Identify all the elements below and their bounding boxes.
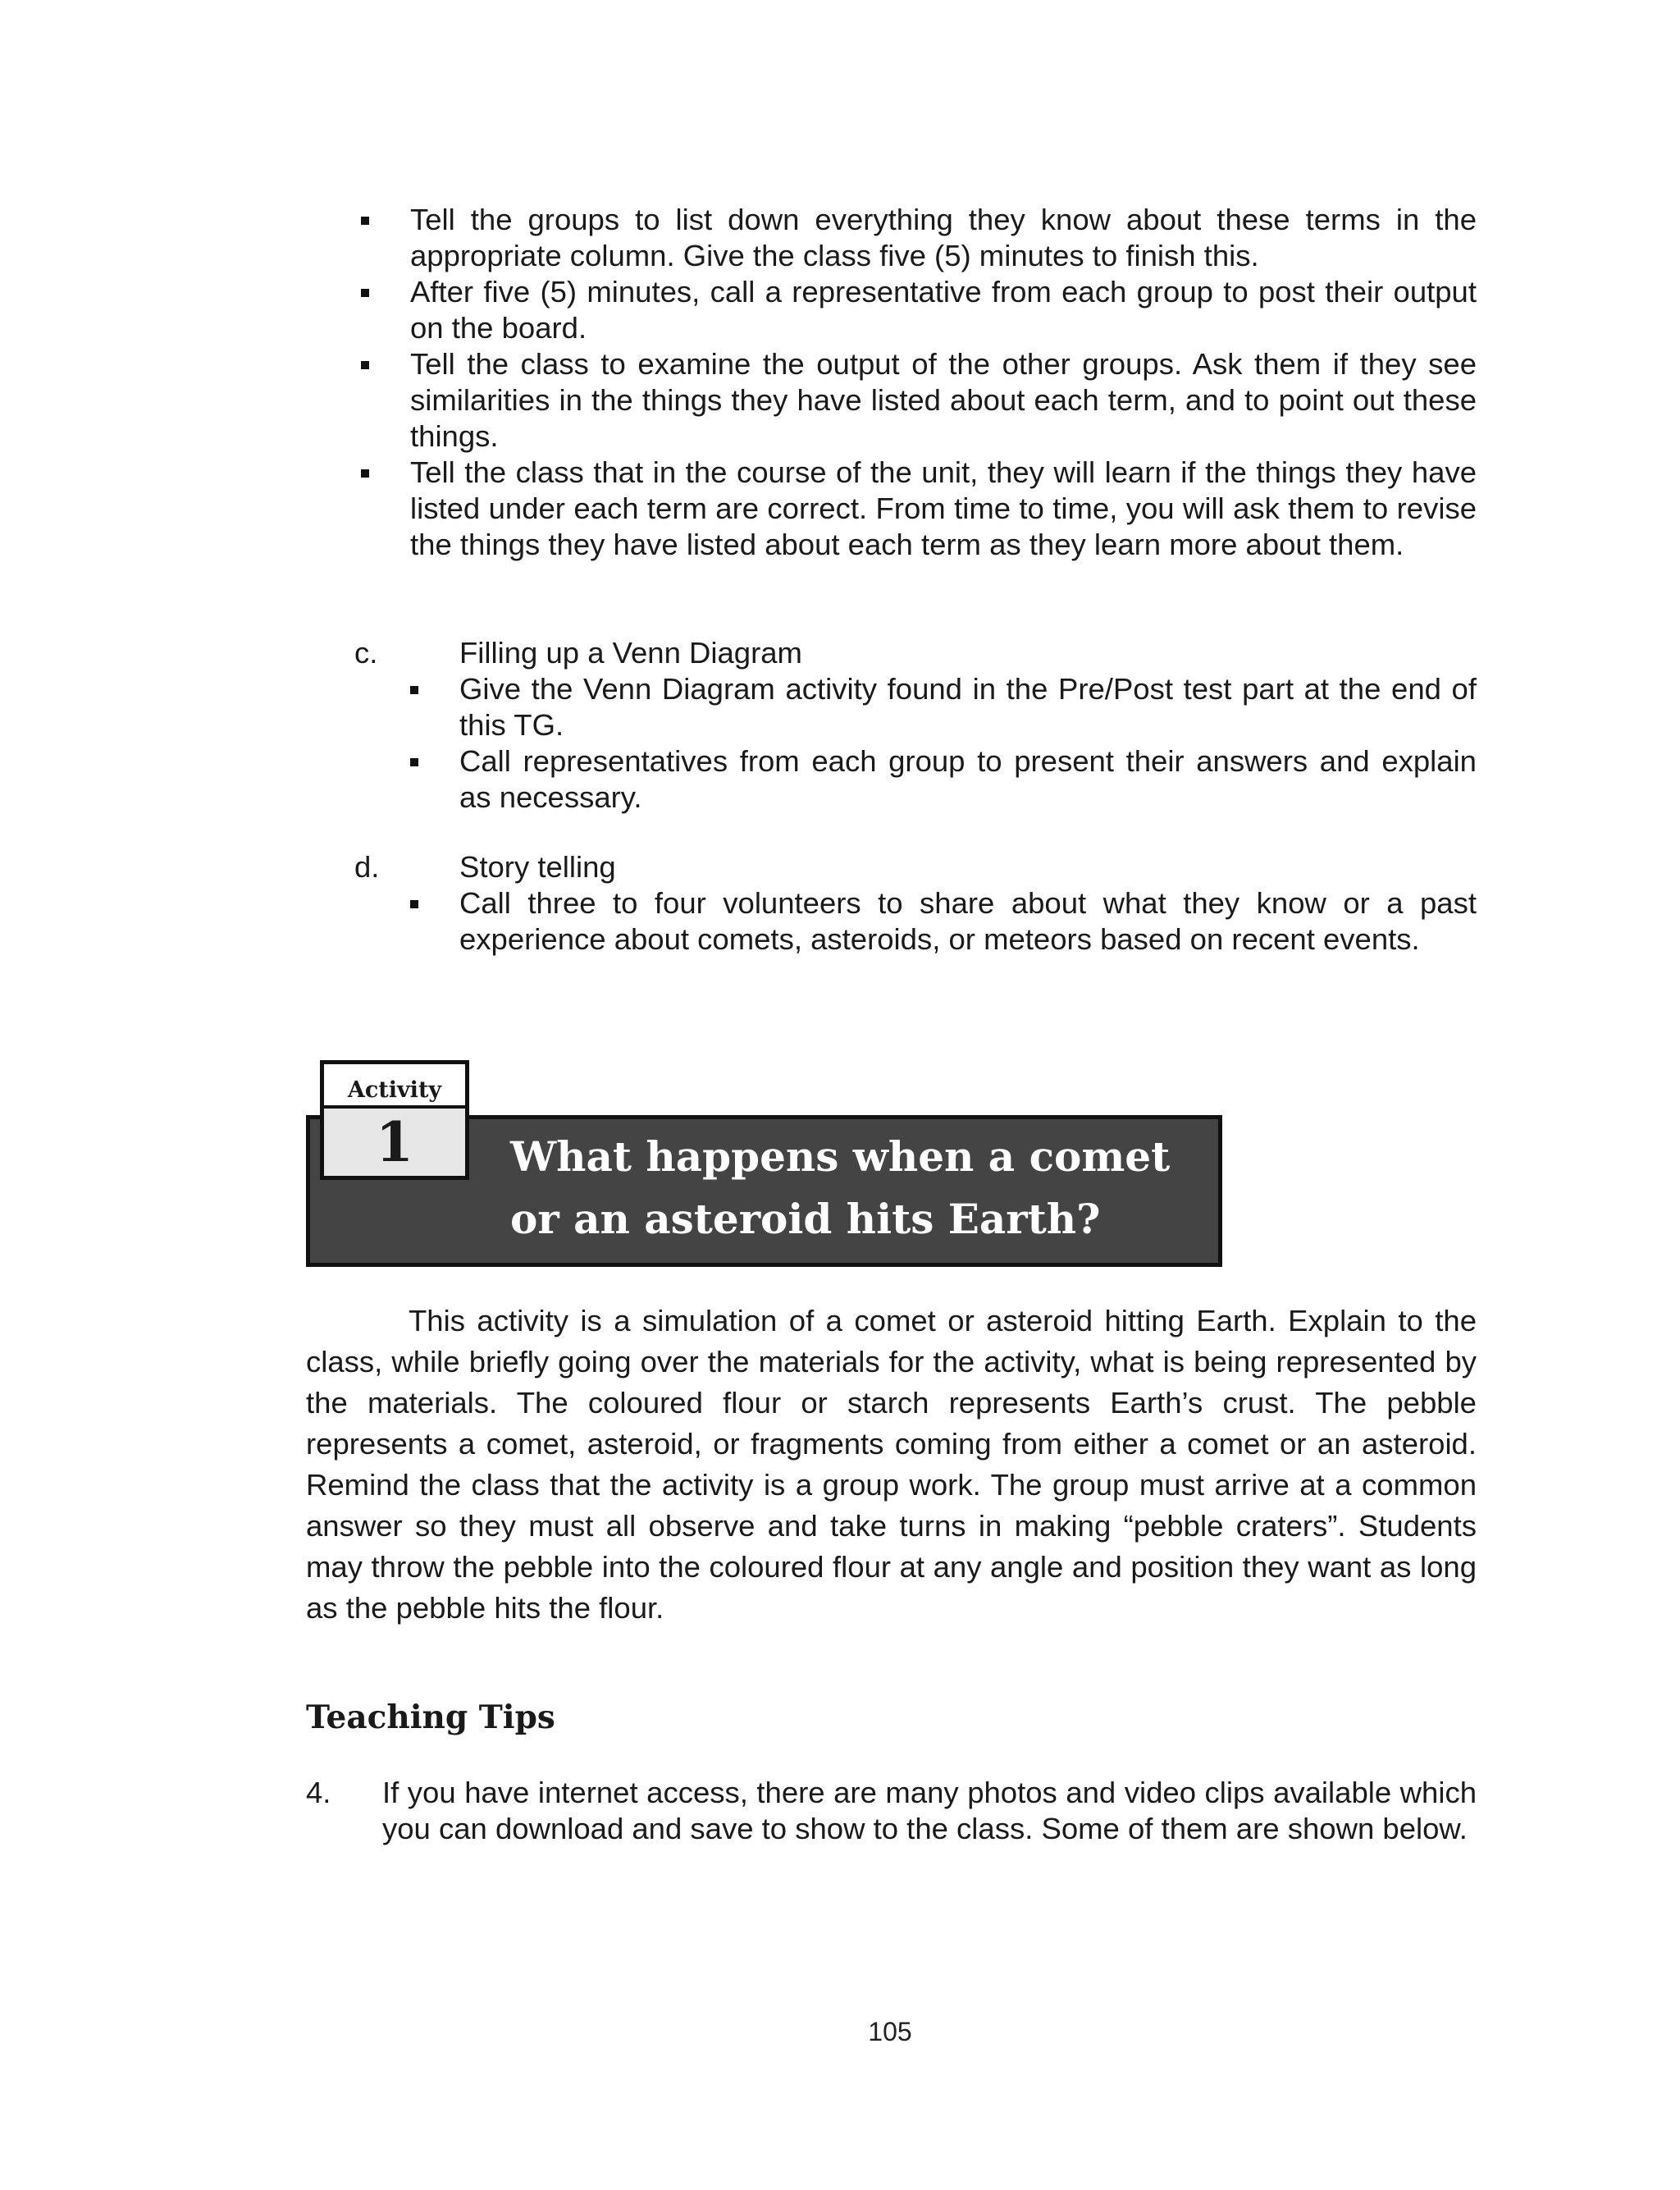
- section-d: [345, 849, 1477, 958]
- section-bullets: [459, 671, 1477, 816]
- list-item: Tell the class that in the course of the unit, they will learn if the things they have listed under each term are correct. From time to time, you will ask them to revise the things they have listed about each term as they learn more about them.: [410, 455, 1477, 561]
- item-text: If you have internet access, there are many photos and video clips available which you can download and save to show to the class. Some of them are shown below.: [382, 1776, 1477, 1845]
- section-letter: c.: [354, 636, 378, 670]
- section-letter: d.: [354, 850, 380, 884]
- section-bullets: [459, 885, 1477, 958]
- activity-paragraph: This activity is a simulation of a comet or asteroid hitting Earth. Explain to the class, while briefly going over the materials for the activity, what is being represented by the materials. The coloured flour or starch represents Earth’s crust. The pebble represents a comet, asteroid, or fragments coming from either a comet or an asteroid. Remind the class that the activity is a group work. The group must arrive at a common answer so they must all observe and take turns in making “pebble craters”. Students may throw the pebble into the coloured flour at any angle and position they want as long as the pebble hits the flour.: [306, 1304, 1477, 1625]
- item-number: 4.: [306, 1776, 331, 1809]
- page-number: 105: [868, 2017, 912, 2046]
- activity-title: What happens when a comet or an asteroid hits Earth?: [510, 1132, 1171, 1243]
- bullet-list-top: [410, 202, 1477, 563]
- teaching-tips-heading: Teaching Tips: [306, 1699, 555, 1736]
- list-item: Give the Venn Diagram activity found in the Pre/Post test part at the end of this TG.: [459, 672, 1477, 742]
- activity-number-area: [324, 1105, 465, 1176]
- activity-number: 1: [376, 1110, 413, 1174]
- list-item: Call three to four volunteers to share about what they know or a past experience about comets, asteroids, or meteors based on recent events.: [459, 886, 1477, 956]
- list-item: Tell the groups to list down everything they know about these terms in the appropriate column. Give the class five (5) minutes to finish this.: [410, 203, 1477, 272]
- activity-label: Activity: [347, 1077, 442, 1103]
- activity-number-box: [320, 1060, 469, 1180]
- section-heading: Filling up a Venn Diagram: [459, 636, 802, 670]
- list-item: Tell the class to examine the output of the other groups. Ask them if they see similarities in the things they have listed about each term, and to point out these things.: [410, 347, 1477, 453]
- numbered-item: [306, 1775, 1477, 1847]
- section-c: [345, 635, 1477, 816]
- list-item: After five (5) minutes, call a representative from each group to post their output on the board.: [410, 275, 1477, 345]
- section-heading: Story telling: [459, 850, 616, 884]
- list-item: Call representatives from each group to present their answers and explain as necessary.: [459, 744, 1477, 814]
